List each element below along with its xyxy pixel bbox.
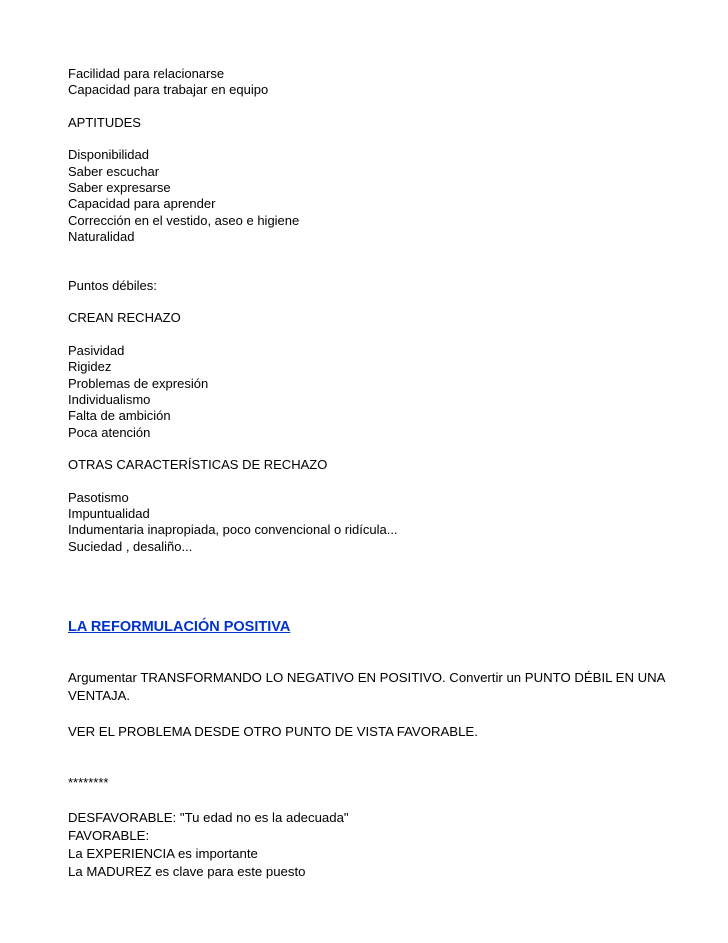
list-item: Poca atención	[68, 424, 151, 440]
reformulation-viewpoint: VER EL PROBLEMA DESDE OTRO PUNTO DE VISTA FAVORABLE.	[68, 723, 478, 739]
section-heading-aptitudes: APTITUDES	[68, 114, 141, 130]
list-item: Individualismo	[68, 391, 151, 407]
aptitudes-list	[68, 147, 688, 245]
list-item: Suciedad , desaliño...	[68, 538, 193, 554]
list-item: Indumentaria inapropiada, poco convencional o ridícula...	[68, 522, 398, 538]
list-item: Saber expresarse	[68, 180, 171, 196]
other-rejection-list	[68, 490, 688, 555]
list-item: Naturalidad	[68, 228, 135, 244]
list-item: Saber escuchar	[68, 163, 160, 179]
list-item: Pasividad	[68, 343, 125, 359]
list-item: Falta de ambición	[68, 408, 171, 424]
reformulation-intro: Argumentar TRANSFORMANDO LO NEGATIVO EN POSITIVO. Convertir un PUNTO DÉBIL EN UNA VENTAJA.	[68, 669, 665, 703]
list-item: Pasotismo	[68, 489, 129, 505]
list-item: Capacidad para aprender	[68, 196, 216, 212]
list-item: Capacidad para trabajar en equipo	[68, 82, 269, 98]
list-item: Impuntualidad	[68, 506, 150, 522]
list-item: Problemas de expresión	[68, 375, 209, 391]
strengths-list	[68, 66, 688, 99]
section-heading-rejection: CREAN RECHAZO	[68, 310, 181, 326]
weak-points-list	[68, 343, 688, 441]
document-page	[68, 66, 688, 881]
list-item: Rigidez	[68, 359, 112, 375]
list-item: Corrección en el vestido, aseo e higiene	[68, 212, 300, 228]
reformulation-heading: LA REFORMULACIÓN POSITIVA	[68, 619, 291, 636]
favorable-label: FAVORABLE:	[68, 828, 150, 844]
list-item: La MADUREZ es clave para este puesto	[68, 864, 306, 880]
unfavorable-statement: DESFAVORABLE: "Tu edad no es la adecuada"	[68, 810, 349, 826]
weak-points-title: Puntos débiles:	[68, 277, 157, 293]
list-item: La EXPERIENCIA es importante	[68, 846, 258, 862]
separator: ********	[68, 775, 109, 791]
example-block	[68, 809, 688, 881]
list-item: Facilidad para relacionarse	[68, 66, 225, 81]
section-heading-other-rejection: OTRAS CARACTERÍSTICAS DE RECHAZO	[68, 457, 328, 473]
list-item: Disponibilidad	[68, 147, 149, 163]
